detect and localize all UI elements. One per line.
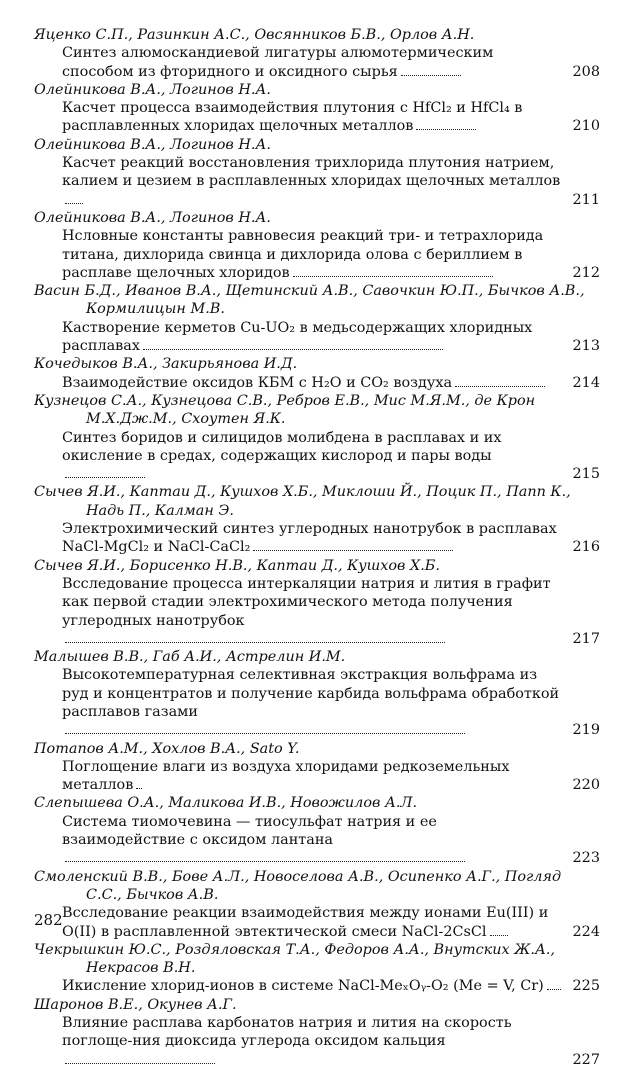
entry-page-number: 211 (572, 191, 600, 208)
dot-leader (416, 129, 476, 130)
table-of-contents (34, 26, 600, 1069)
dot-leader (455, 386, 545, 387)
entry-title: Влияние расплава карбонатов натрия и лития на скорость поглоще-ния диоксида углерода оксидом кальция (62, 1014, 564, 1069)
entry-page-number: 208 (572, 63, 600, 80)
toc-entry (34, 81, 600, 136)
entry-title-row[interactable] (34, 758, 600, 795)
entry-title-row[interactable] (34, 813, 600, 868)
entry-page-number: 210 (572, 118, 600, 135)
toc-entry (34, 26, 600, 81)
dot-leader (65, 733, 465, 734)
dot-leader (401, 75, 461, 76)
entry-title: Икисление хлорид-ионов в системе NaCl-MeₓOᵧ-O₂ (Me = V, Cr) (62, 977, 564, 995)
dot-leader (65, 1063, 215, 1064)
entry-title: Всследование реакции взаимодействия между ионами Eu(III) и O(II) в расплавленной эвтектической смеси NaCl-2CsCl (62, 905, 549, 940)
entry-title-row[interactable] (34, 904, 600, 941)
entry-title-row[interactable] (34, 1014, 600, 1069)
toc-entry (34, 648, 600, 739)
entry-authors: Сычев Я.И., Каптаи Д., Кушхов Х.Б., Миклоши Й., Поцик П., Папп К., Надь П., Калман Э. (34, 484, 571, 519)
entry-authors: Шаронов В.Е., Окунев А.Г. (34, 996, 237, 1013)
entry-title-row[interactable] (34, 977, 600, 995)
toc-entry (34, 868, 600, 941)
entry-title: Нсловные константы равновесия реакций три- и тетрахлорида титана, дихлорида свинца и дихлорида олова с бериллием в расплаве щелочных хлоридов (62, 228, 544, 281)
toc-entry (34, 483, 600, 556)
entry-authors: Олейникова В.А., Логинов Н.А. (34, 209, 271, 226)
toc-entry (34, 794, 600, 867)
entry-title: Система тиомочевина — тиосульфат натрия и ее взаимодействие с оксидом лантана (62, 813, 564, 868)
entry-title-row[interactable] (34, 575, 600, 648)
entry-title: Поглощение влаги из воздуха хлоридами редкоземельных металлов (62, 758, 510, 794)
entry-page-number: 224 (572, 923, 600, 940)
entry-page-number: 217 (572, 630, 600, 647)
entry-title: Касчет процесса взаимодействия плутония с HfCl₂ и HfCl₄ в расплавленных хлоридах щелочных металлов (62, 100, 523, 135)
toc-entry (34, 136, 600, 209)
entry-authors: Яценко С.П., Разинкин А.С., Овсянников Б.В., Орлов А.Н. (34, 27, 475, 43)
entry-page-number: 215 (572, 466, 600, 483)
toc-entry (34, 209, 600, 282)
entry-authors: Олейникова В.А., Логинов Н.А. (34, 136, 271, 153)
entry-page-number: 213 (572, 338, 600, 355)
entry-page-number: 219 (572, 722, 600, 739)
entry-authors: Слепышева О.А., Маликова И.В., Новожилов А.Л. (34, 795, 418, 812)
dot-leader (143, 349, 443, 350)
entry-title-row[interactable] (34, 520, 600, 557)
entry-title: Синтез боридов и силицидов молибдена в расплавах и их окисление в средах, содержащих кислород и пары воды (62, 429, 564, 484)
entry-title-row[interactable] (34, 374, 600, 392)
toc-entry (34, 941, 600, 996)
toc-entry (34, 282, 600, 355)
entry-title-row[interactable] (34, 666, 600, 739)
entry-title-row[interactable] (34, 319, 600, 356)
entry-page-number: 223 (572, 850, 600, 867)
dot-leader (253, 550, 453, 551)
dot-leader (293, 276, 493, 277)
entry-page-number: 227 (572, 1051, 600, 1068)
dot-leader (547, 989, 561, 990)
toc-entry (34, 996, 600, 1069)
entry-title: Синтез алюмоскандиевой лигатуры алюмотермическим способом из фторидного и оксидного сырья (62, 45, 494, 80)
dot-leader (65, 477, 145, 478)
entry-page-number: 225 (572, 978, 600, 995)
dot-leader (65, 642, 445, 643)
entry-authors: Кузнецов С.А., Кузнецова С.В., Ребров Е.В., Мис М.Я.М., де Крон М.Х.Дж.М., Схоутен Я.К. (34, 392, 536, 428)
entry-title: Кастворение керметов Cu-UO₂ в медьсодержащих хлоридных расплавах (62, 319, 533, 355)
entry-title: Электрохимический синтез углеродных нанотрубок в расплавах NaCl-MgCl₂ и NaCl-CaCl₂ (62, 521, 557, 556)
entry-title: Высокотемпературная селективная экстракция вольфрама из руд и концентратов и получение карбида вольфрама обработкой расплавов газами (62, 666, 564, 739)
toc-entry (34, 740, 600, 795)
entry-title-row[interactable] (34, 44, 600, 81)
entry-title-row[interactable] (34, 227, 600, 282)
entry-authors: Смоленский В.В., Бове А.Л., Новоселова А.В., Осипенко А.Г., Погляд С.С., Бычков А.В. (34, 868, 562, 903)
page-footer-number: 282 (34, 911, 63, 929)
entry-page-number: 216 (572, 539, 600, 556)
entry-authors: Малышев В.В., Габ А.И., Астрелин И.М. (34, 649, 346, 666)
entry-title: Взаимодействие оксидов КБМ с H₂O и CO₂ воздуха (62, 374, 564, 392)
entry-title: Всследование процесса интеркаляции натрия и лития в графит как первой стадии электрохимического метода получения углеродных нанотрубок (62, 575, 564, 648)
toc-entry (34, 355, 600, 392)
entry-title-row[interactable] (34, 99, 600, 136)
entry-authors: Потапов А.М., Хохлов В.А., Sato Y. (34, 740, 300, 757)
entry-title: Касчет реакций восстановления трихлорида плутония натрием, калием и цезием в расплавленных хлоридах щелочных металлов (62, 154, 564, 209)
entry-page-number: 214 (572, 374, 600, 391)
dot-leader (490, 935, 508, 936)
entry-authors: Сычев Я.И., Борисенко Н.В., Каптаи Д., Кушхов Х.Б. (34, 557, 440, 574)
entry-authors: Чекрышкин Ю.С., Роздяловская Т.А., Федоров А.А., Внутских Ж.А., Некрасов В.Н. (34, 941, 555, 977)
toc-entry (34, 392, 600, 483)
entry-page-number: 212 (572, 264, 600, 281)
entry-authors: Васин Б.Д., Иванов В.А., Щетинский А.В., Савочкин Ю.П., Бычков А.В., Кормилицын М.В. (34, 283, 585, 318)
entry-title-row[interactable] (34, 429, 600, 484)
dot-leader (65, 203, 83, 204)
entry-authors: Кочедыков В.А., Закирьянова И.Д. (34, 356, 298, 373)
toc-entry (34, 557, 600, 648)
dot-leader (65, 861, 465, 862)
entry-title-row[interactable] (34, 154, 600, 209)
dot-leader (136, 788, 142, 789)
entry-page-number: 220 (572, 777, 600, 794)
entry-authors: Олейникова В.А., Логинов Н.А. (34, 81, 271, 98)
